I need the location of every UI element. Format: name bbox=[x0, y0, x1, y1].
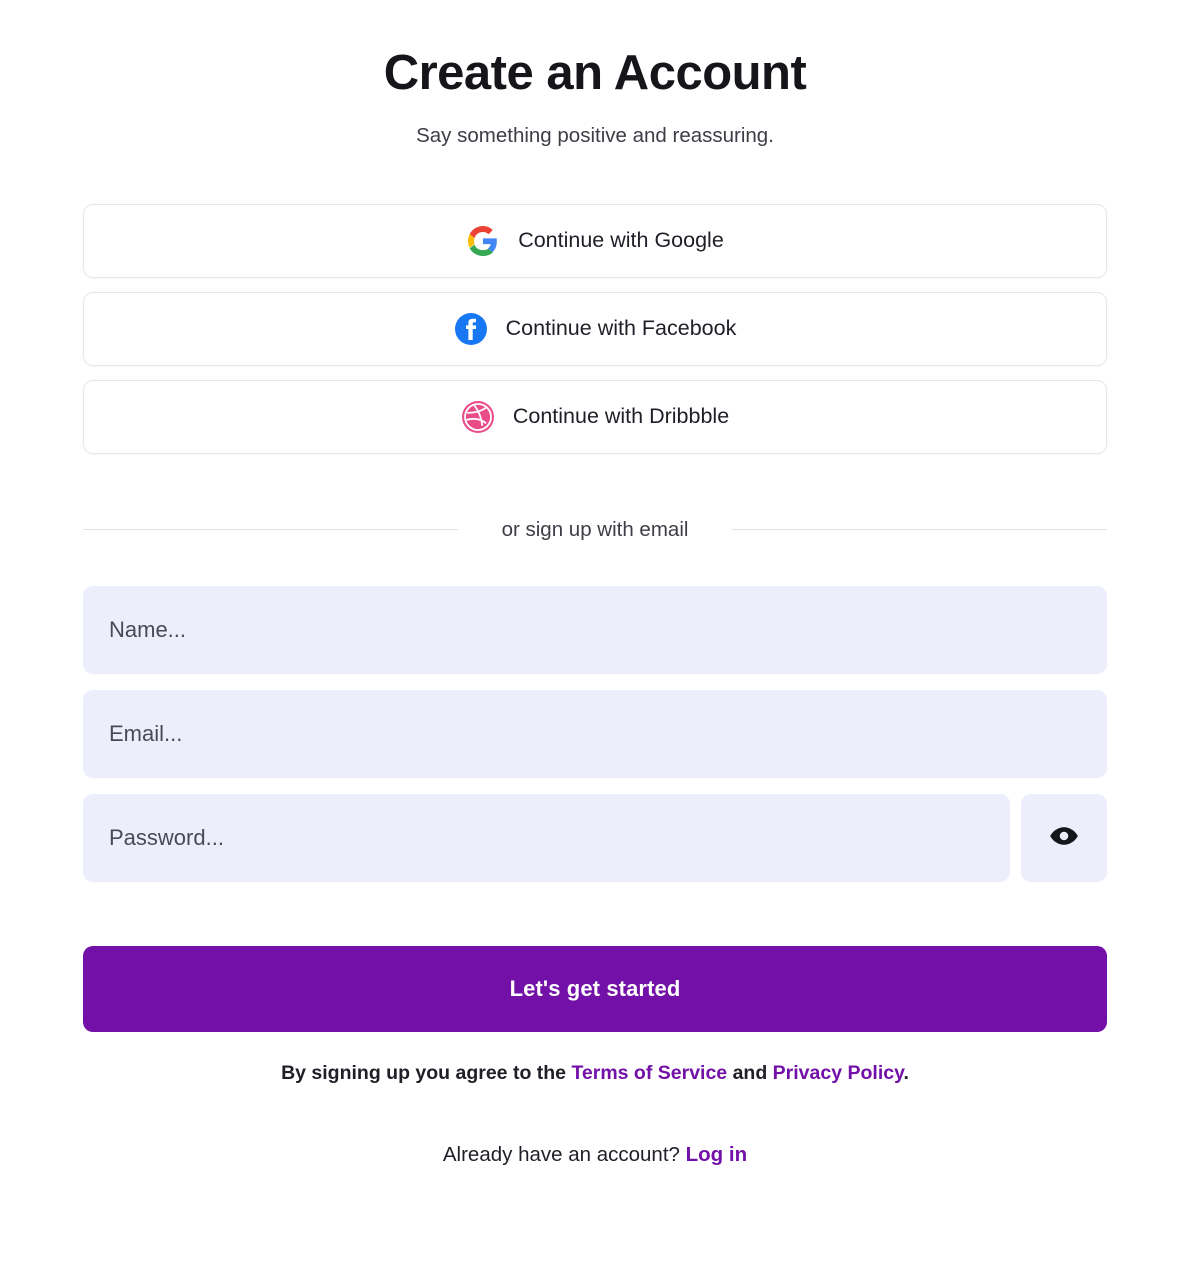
terms-prefix: By signing up you agree to the bbox=[281, 1061, 572, 1084]
continue-with-google-button[interactable] bbox=[83, 204, 1107, 278]
divider-line-left bbox=[83, 529, 458, 530]
social-button-label: Continue with Google bbox=[518, 228, 724, 253]
google-icon bbox=[466, 224, 500, 258]
log-in-link[interactable]: Log in bbox=[685, 1142, 748, 1166]
password-input[interactable] bbox=[83, 794, 1010, 882]
terms-text bbox=[83, 1062, 1107, 1085]
dribbble-icon bbox=[461, 400, 495, 434]
signup-card bbox=[83, 0, 1107, 1167]
password-row bbox=[83, 794, 1107, 882]
social-button-label: Continue with Dribbble bbox=[512, 404, 730, 429]
submit-button[interactable]: Let's get started bbox=[83, 946, 1107, 1032]
terms-middle: and bbox=[727, 1061, 773, 1084]
divider-line-right bbox=[732, 529, 1107, 530]
continue-with-facebook-button[interactable] bbox=[83, 292, 1107, 366]
social-login-list bbox=[83, 204, 1107, 454]
terms-of-service-link[interactable]: Terms of Service bbox=[571, 1061, 728, 1084]
signup-form bbox=[83, 586, 1107, 1032]
divider bbox=[83, 518, 1107, 542]
facebook-icon bbox=[454, 312, 488, 346]
social-button-label: Continue with Facebook bbox=[505, 316, 737, 341]
divider-label: or sign up with email bbox=[501, 517, 689, 541]
login-row bbox=[83, 1143, 1107, 1167]
login-question: Already have an account? bbox=[442, 1142, 686, 1166]
continue-with-dribbble-button[interactable] bbox=[83, 380, 1107, 454]
eye-icon bbox=[1049, 821, 1079, 854]
toggle-password-visibility-button[interactable] bbox=[1021, 794, 1107, 882]
name-input[interactable] bbox=[83, 586, 1107, 674]
terms-suffix: . bbox=[903, 1061, 909, 1084]
email-input[interactable] bbox=[83, 690, 1107, 778]
page-subtitle: Say something positive and reassuring. bbox=[416, 123, 774, 147]
page-title: Create an Account bbox=[383, 46, 807, 100]
privacy-policy-link[interactable]: Privacy Policy bbox=[772, 1061, 904, 1084]
